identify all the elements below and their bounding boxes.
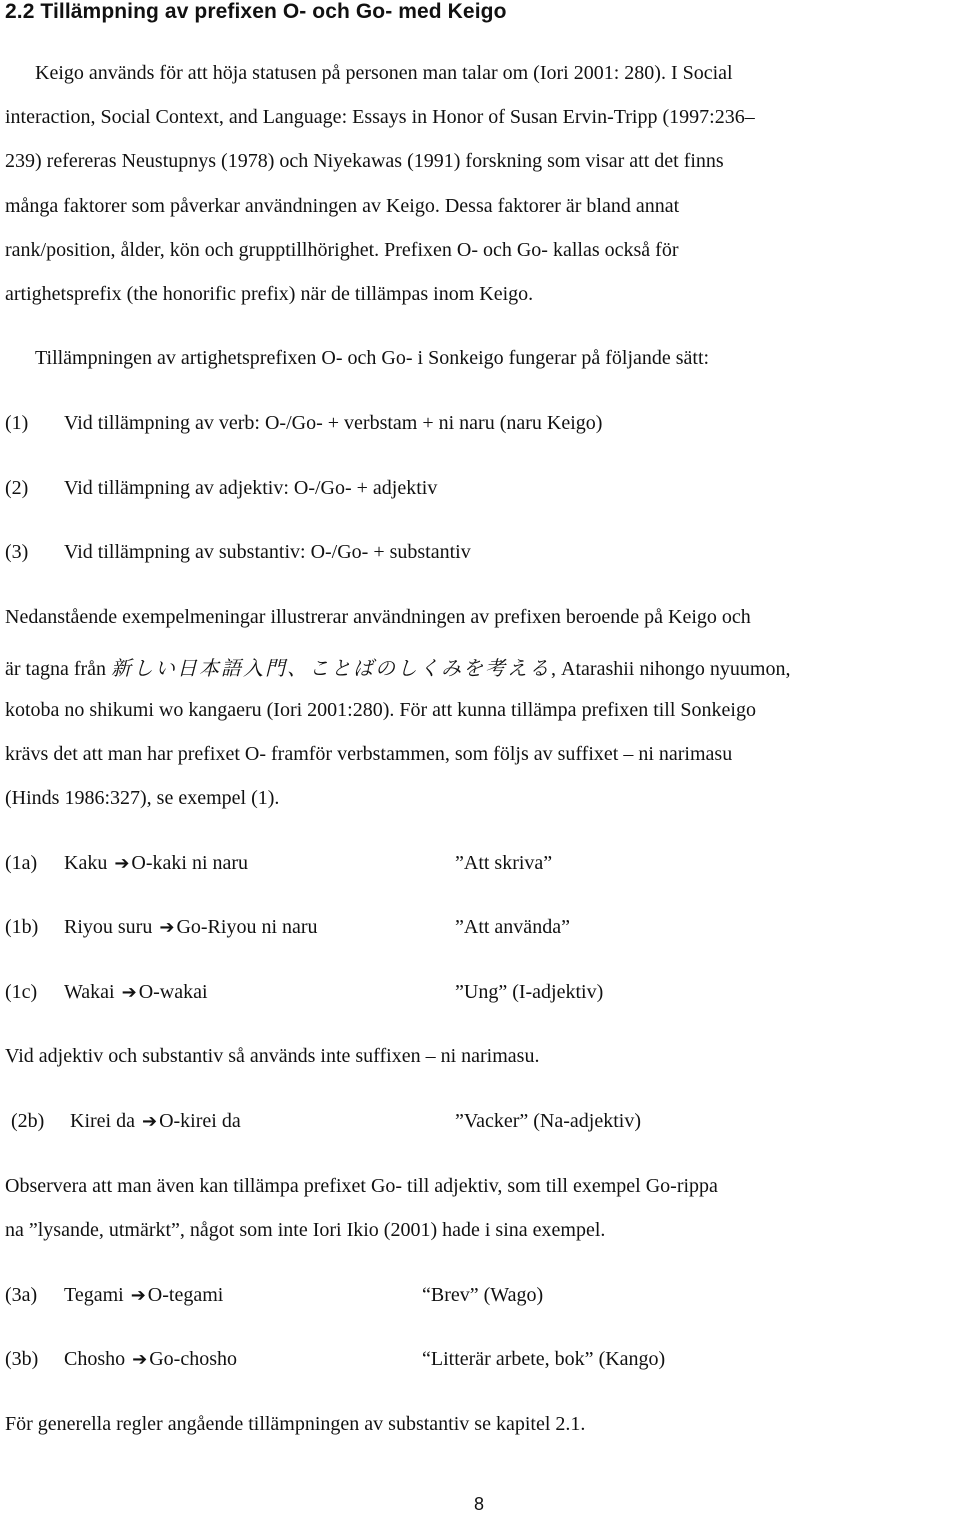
example-1c-conversion: [64, 981, 208, 1004]
example-3b-meaning: “Litterär arbete, bok” (Kango): [422, 1348, 666, 1370]
arrow-right-icon: ➔: [114, 853, 130, 874]
source-line-2: [5, 652, 790, 681]
example-3b-result: Go-chosho: [149, 1348, 237, 1370]
example-3a-number: (3a): [5, 1284, 38, 1306]
rule-3-number: (3): [5, 541, 29, 563]
example-1a-base: Kaku: [64, 852, 108, 874]
rule-1-text: Vid tillämpning av verb: O-/Go- + verbstam + ni naru (naru Keigo): [64, 412, 603, 434]
example-3b-base: Chosho: [64, 1348, 126, 1370]
rule-2-number: (2): [5, 477, 29, 499]
intro-line-2: interaction, Social Context, and Language: Essays in Honor of Susan Ervin-Tripp (1997:236–: [5, 106, 755, 128]
observe-line-1: Observera att man även kan tillämpa prefixet Go- till adjektiv, som till exempel Go-rippa: [5, 1175, 718, 1197]
example-1a-conversion: [64, 852, 248, 875]
intro-line-5: rank/position, ålder, kön och grupptillhörighet. Prefixen O- och Go- kallas också för: [5, 239, 679, 261]
example-2b-base: Kirei da: [70, 1110, 135, 1132]
example-1a-number: (1a): [5, 852, 38, 874]
source-line-4: krävs det att man har prefixet O- framför verbstammen, som följs av suffixet – ni narimasu: [5, 743, 733, 765]
example-1c-base: Wakai: [64, 981, 115, 1003]
example-2b-conversion: [70, 1110, 241, 1133]
example-2b-number: (2b): [11, 1110, 45, 1132]
example-2b-meaning: ”Vacker” (Na-adjektiv): [455, 1110, 641, 1132]
arrow-right-icon: ➔: [130, 1285, 146, 1306]
source-line-2-post: , Atarashii nihongo nyuumon,: [551, 658, 791, 680]
observe-line-2: na ”lysande, utmärkt”, något som inte Iori Ikio (2001) hade i sina exempel.: [5, 1219, 606, 1241]
intro-line-6: artighetsprefix (the honorific prefix) när de tillämpas inom Keigo.: [5, 283, 534, 305]
adjective-note: Vid adjektiv och substantiv så används inte suffixen – ni narimasu.: [5, 1045, 540, 1067]
page-number: 8: [474, 1494, 485, 1514]
example-1c-number: (1c): [5, 981, 38, 1003]
closing-line: För generella regler angående tillämpningen av substantiv se kapitel 2.1.: [5, 1413, 586, 1435]
example-1b-base: Riyou suru: [64, 916, 153, 938]
sonkeigo-intro: Tillämpningen av artighetsprefixen O- och Go- i Sonkeigo fungerar på följande sätt:: [35, 347, 710, 369]
example-3a-meaning: “Brev” (Wago): [422, 1284, 544, 1306]
example-2b-result: O-kirei da: [159, 1110, 241, 1132]
section-heading: 2.2 Tillämpning av prefixen O- och Go- med Keigo: [5, 0, 507, 23]
rule-1-number: (1): [5, 412, 29, 434]
intro-line-4: många faktorer som påverkar användningen av Keigo. Dessa faktorer är bland annat: [5, 195, 680, 217]
example-3a-conversion: [64, 1284, 223, 1307]
source-line-2-pre: är tagna från: [5, 658, 112, 680]
rule-2-text: Vid tillämpning av adjektiv: O-/Go- + adjektiv: [64, 477, 438, 499]
intro-line-3: 239) refereras Neustupnys (1978) och Niyekawas (1991) forskning som visar att det finns: [5, 150, 724, 172]
example-3b-conversion: [64, 1348, 237, 1371]
arrow-right-icon: ➔: [121, 982, 137, 1003]
example-1b-number: (1b): [5, 916, 39, 938]
example-3a-result: O-tegami: [147, 1284, 224, 1306]
japanese-book-title: 新しい日本語入門、ことばのしくみを考える: [111, 658, 552, 680]
example-1c-meaning: ”Ung” (I-adjektiv): [455, 981, 604, 1003]
example-3b-number: (3b): [5, 1348, 39, 1370]
arrow-right-icon: ➔: [141, 1111, 158, 1132]
arrow-right-icon: ➔: [132, 1349, 148, 1370]
example-1c-result: O-wakai: [138, 981, 208, 1003]
intro-line-1: Keigo används för att höja statusen på personen man talar om (Iori 2001: 280). I Social: [35, 62, 733, 84]
example-3a-base: Tegami: [64, 1284, 124, 1306]
rule-3-text: Vid tillämpning av substantiv: O-/Go- + substantiv: [64, 541, 471, 563]
source-line-1: Nedanstående exempelmeningar illustrerar användningen av prefixen beroende på Keigo och: [5, 606, 751, 628]
example-1b-conversion: [64, 916, 318, 939]
source-line-5: (Hinds 1986:327), se exempel (1).: [5, 787, 280, 809]
example-1b-result: Go-Riyou ni naru: [176, 916, 318, 938]
example-1a-result: O-kaki ni naru: [131, 852, 249, 874]
example-1a-meaning: ”Att skriva”: [455, 852, 553, 874]
arrow-right-icon: ➔: [159, 917, 175, 938]
example-1b-meaning: ”Att använda”: [455, 916, 570, 938]
source-line-3: kotoba no shikumi wo kangaeru (Iori 2001:280). För att kunna tillämpa prefixen till Sonkeigo: [5, 699, 756, 721]
